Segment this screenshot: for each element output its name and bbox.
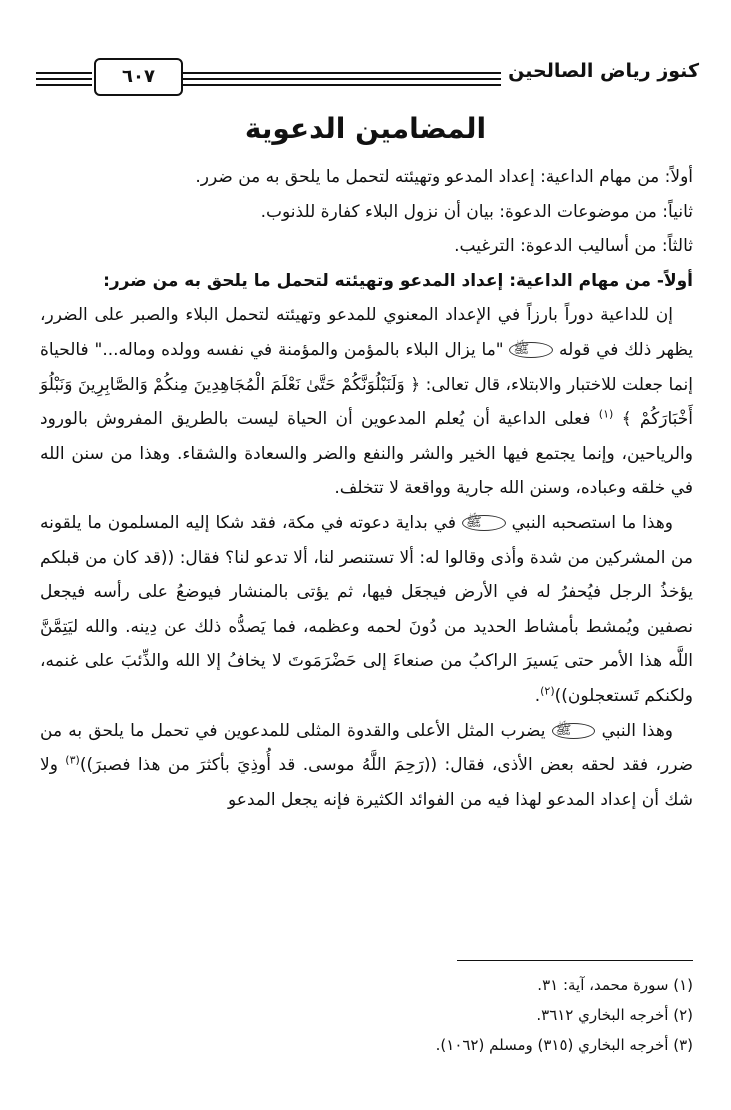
footnote-ref: (٢) [540,684,555,698]
paragraph [40,714,693,818]
summary-point: ثالثاً: من أساليب الدعوة: الترغيب. [454,236,693,257]
header-rule [36,84,92,86]
subheading: أولاً- من مهام الداعية: إعداد المدعو وتهيئته لتحمل ما يلحق به من ضرر: [103,270,693,291]
salawat-icon: ﷺ [509,342,553,358]
paragraph [40,298,693,506]
summary-point: ثانياً: من موضوعات الدعوة: بيان أن نزول البلاء كفارة للذنوب. [260,201,693,222]
footnote-divider [457,960,693,961]
page-header [36,58,699,98]
header-rule [181,72,501,74]
summary-point: أولاً: من مهام الداعية: إعداد المدعو وتهيئته لتحمل ما يلحق به من ضرر. [195,167,693,187]
paragraph-text: وهذا ما استصحبه النبي [511,512,674,533]
header-rule [36,78,92,80]
footnote-ref: (١) [598,407,614,421]
paragraph-text: "ما يزال البلاء بالمؤمن والمؤمنة في نفسه وولده وماله..." فالحياة إنما جعلت للاختبار والابتلاء، قال تعالى: ﴿ وَلَنَبْلُوَنَّكُمْ حَتَّىٰ نَعْلَمَ الْمُجَاهِدِينَ مِنكُمْ وَالصَّابِرِينَ وَنَبْلُوَ أَخْبَارَكُمْ ﴾ [40,339,693,430]
footnote: (٣) أخرجه البخاري (٣١٥) ومسلم (١٠٦٢). [435,1036,693,1054]
footnote: (٢) أخرجه البخاري ٣٦١٢. [536,1006,693,1024]
salawat-icon: ﷺ [462,515,506,531]
paragraph-text: فعلى الداعية أن يُعلم المدعوين أن الحياة ليست بالطريق المفروش بالورود والرياحين، وإنما يجتمع فيها الخير والشر والنفع والضر والسعادة والشقاء. وهذا من سنن الله في خلقه وعباده، وسنن الله جارية وواقعة لا تتخلف. [40,409,693,499]
book-title: كنوز رياض الصالحين [508,60,699,82]
paragraph: وهذا ما استصحبه النبي ﷺ في بداية دعوته في مكة، فقد شكا إليه المسلمون ما يلقونه من المشركين من شدة وأذى وقالوا له: ألا تستنصر لنا، ألا تدعو لنا؟ فقال: ((قد كان من قبلكم يؤخذُ الرجل فيُحفرُ له في الأرض فيجعَل فيها، ثم يؤتى بالمنشار فيوضعُ على رأسه فيجعل نصفين ويُمشط بأمشاط الحديد من دُونَ لحمه وعظمه، فما يَصدُّه ذلك عن دِينه. والله ليَتِمَّنَّ اللَّه هذا الأمر حتى يَسيرَ الراكبُ من صنعاءَ إلى حَضْرَمَوتَ لا يخافُ إلا الله والذِّئبَ على غنمه، ولكنكم تَستعجلون))$^{(٢)}$. [40,512,693,706]
paragraph-text: إن للداعية دوراً بارزاً في الإعداد المعنوي للمدعو وتهيئته لتحمل البلاء والصبر على الضرر، يظهر ذلك في قوله [40,305,694,360]
main-text [40,160,693,817]
paragraph-text: وهذا النبي [601,720,674,741]
paragraph-text: يضرب المثل الأعلى والقدوة المثلى للمدعوين في تحمل ما يلحق به من ضرر، فقد لحقه بعض الأذى، فقال: ((رَحِمَ اللَّهُ موسى. قد أُوذِيَ بأكثرَ من هذا فصبرَ)) [40,720,694,776]
paragraph-text: ولا شك أن إعداد المدعو لهذا فيه من الفوائد الكثيرة فإنه يجعل المدعو [40,755,693,810]
salawat-icon: ﷺ [552,723,596,739]
footnote: (١) سورة محمد، آية: ٣١. [537,976,693,994]
footnote-ref: (٣) [65,753,80,767]
header-rule [181,78,501,80]
header-rule [36,72,92,74]
page-number: ٦٠٧ [94,58,183,96]
section-title: المضامين الدعوية [244,112,487,145]
footnotes [40,970,693,1060]
paragraph-text: في بداية دعوته في مكة، فقد شكا إليه المسلمون ما يلقونه من المشركين من شدة وأذى وقالوا له: ألا تستنصر لنا، ألا تدعو لنا؟ فقال: ((قد كان من قبلكم يؤخذُ الرجل فيُحفرُ له في الأرض فيجعَل فيها، ثم يؤتى بالمنشار فيوضعُ على رأسه فيجعل نصفين ويُمشط بأمشاط الحديد من دُونَ لحمه وعظمه، فما يَصدُّه ذلك عن دِينه. والله ليَتِمَّنَّ اللَّه هذا الأمر حتى يَسيرَ الراكبُ من صنعاءَ إلى حَضْرَمَوتَ لا يخافُ إلا الله والذِّئبَ على غنمه، ولكنكم تَستعجلون)) [40,512,693,706]
header-rule [181,84,501,86]
